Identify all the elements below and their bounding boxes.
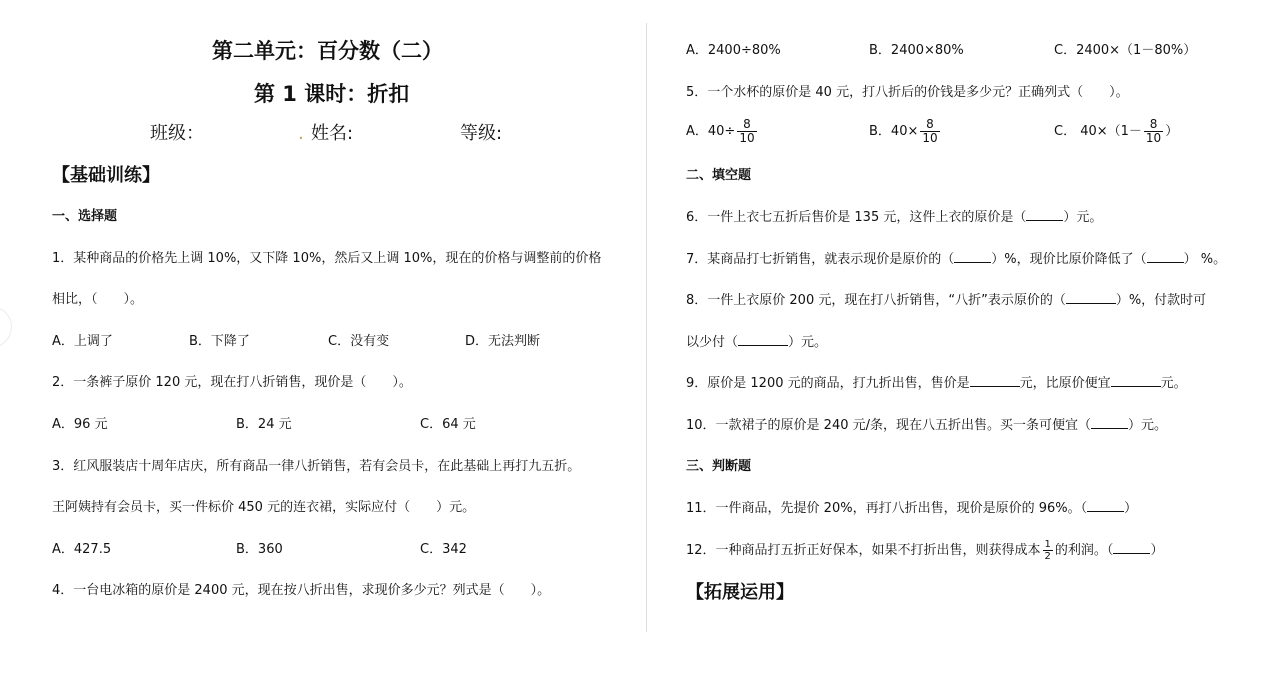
q1-option-c: C．没有变 [328,334,390,349]
question-10 [686,416,1167,435]
answer-blank[interactable] [1147,250,1184,263]
q11-text: 11．一件商品，先提价 20%，再打八折出售，现价是原价的 96%。（ [686,501,1088,516]
section-multiple-choice: 一、选择题 [52,209,118,224]
q9-text-end: 元。 [1160,376,1187,391]
answer-blank[interactable] [970,374,1020,387]
question-3-line2: 王阿姨持有会员卡，买一件标价 450 元的连衣裙，实际应付（ ）元。 [52,500,476,515]
q3-option-a: A．427.5 [52,542,112,557]
q5-b-prefix: B．40× [869,124,919,139]
question-1-line1: 1．某种商品的价格先上调 10%，又下降 10%，然后又上调 10%，现在的价格与调整前的价格 [52,251,602,266]
fraction-numerator: 8 [1149,117,1158,131]
question-1-line2: 相比，（ ）。 [52,292,144,307]
q11-text-end: ） [1124,501,1138,516]
q12-text-mid: 的利润。（ [1054,543,1114,558]
fraction-numerator: 8 [743,117,751,131]
q5-option-b [869,118,942,145]
fraction [737,118,756,145]
q8-line2-text: 以少付（ [686,335,739,350]
q5-option-c [1054,118,1178,145]
worksheet-title: 第二单元：百分数（二） [212,39,443,63]
question-5: 5．一个水杯的原价是 40 元，打八折后的价钱是多少元？正确列式（ ）。 [686,85,1129,100]
question-12 [686,539,1163,562]
question-8-line2 [686,333,827,352]
fraction-denominator: 2 [1044,551,1051,562]
q2-option-b: B．24 元 [236,417,292,432]
q3-option-c: C．342 [420,542,467,557]
q10-text: 10．一款裙子的原价是 240 元/条，现在八五折出售。买一条可便宜（ [686,418,1091,433]
q8-text: 8．一件上衣原价 200 元，现在打八折销售，“八折”表示原价的（ [686,293,1066,308]
q7-text: 7．某商品打七折销售，就表示现价是原价的（ [686,252,955,267]
q2-option-a: A．96 元 [52,417,108,432]
section-fill-in: 二、填空题 [686,168,752,183]
q1-option-a: A．上调了 [52,334,113,349]
q5-c-suffix: ） [1165,124,1179,139]
answer-blank[interactable] [1113,541,1150,554]
fraction [1043,539,1053,562]
fraction [920,118,939,145]
q5-c-prefix: C． 40×（1－ [1054,124,1142,139]
answer-blank[interactable] [954,250,991,263]
name-label: 姓名: [311,123,354,144]
q7-text-mid: ）%，现价比原价降低了（ [991,252,1147,267]
question-3-line1: 3．红风服装店十周年店庆，所有商品一律八折销售，若有会员卡，在此基础上再打九五折。 [52,459,581,474]
question-9 [686,374,1187,393]
q7-text-end: ） %。 [1183,252,1227,267]
lesson-title: 第 1 课时：折扣 [254,82,410,106]
q1-option-d: D．无法判断 [465,334,541,349]
q12-text: 12．一种商品打五折正好保本，如果不打折出售，则获得成本 [686,543,1041,558]
question-11 [686,499,1137,518]
q9-text: 9．原价是 1200 元的商品，打九折出售，售价是 [686,376,970,391]
answer-blank[interactable] [738,333,788,346]
q6-text-end: ）元。 [1063,210,1103,225]
q10-text-end: ）元。 [1128,418,1168,433]
q8-line2-end: ）元。 [788,335,828,350]
q5-option-a [686,118,759,145]
section-extension: 【拓展运用】 [686,582,794,603]
fraction-numerator: 1 [1044,539,1051,550]
answer-blank[interactable] [1087,499,1124,512]
q4-option-b: B．2400×80% [869,43,964,58]
q12-text-end: ） [1150,543,1164,558]
question-2: 2．一条裤子原价 120 元，现在打八折销售，现价是（ ）。 [52,375,412,390]
fraction-denominator: 10 [1145,131,1162,145]
question-6 [686,208,1102,227]
question-8-line1 [686,291,1206,310]
q6-text: 6．一件上衣七五折后售价是 135 元，这件上衣的原价是（ [686,210,1027,225]
answer-blank[interactable] [1091,416,1128,429]
page-divider [646,23,647,632]
stray-dot: . [298,123,304,144]
q4-option-c: C．2400×（1－80%） [1054,43,1197,58]
q9-text-mid: 元，比原价便宜 [1019,376,1111,391]
fraction-denominator: 10 [739,131,755,145]
q4-option-a: A．2400÷80% [686,43,781,58]
side-nav-button[interactable] [0,306,12,348]
question-7 [686,250,1226,269]
answer-blank[interactable] [1066,291,1116,304]
class-label: 班级： [150,123,204,144]
q2-option-c: C．64 元 [420,417,476,432]
grade-label: 等级: [460,123,503,144]
section-true-false: 三、判断题 [686,459,752,474]
q5-a-prefix: A．40÷ [686,124,736,139]
q1-option-b: B．下降了 [189,334,250,349]
q8-text-end: ）%，付款时可 [1115,293,1207,308]
fraction-numerator: 8 [926,117,934,131]
fraction-denominator: 10 [922,131,938,145]
question-4: 4．一台电冰箱的原价是 2400 元，现在按八折出售，求现价多少元？列式是（ ）。 [52,583,551,598]
fraction [1144,118,1163,145]
answer-blank[interactable] [1026,208,1063,221]
q3-option-b: B．360 [236,542,283,557]
section-basic-training: 【基础训练】 [52,165,160,186]
answer-blank[interactable] [1111,374,1161,387]
